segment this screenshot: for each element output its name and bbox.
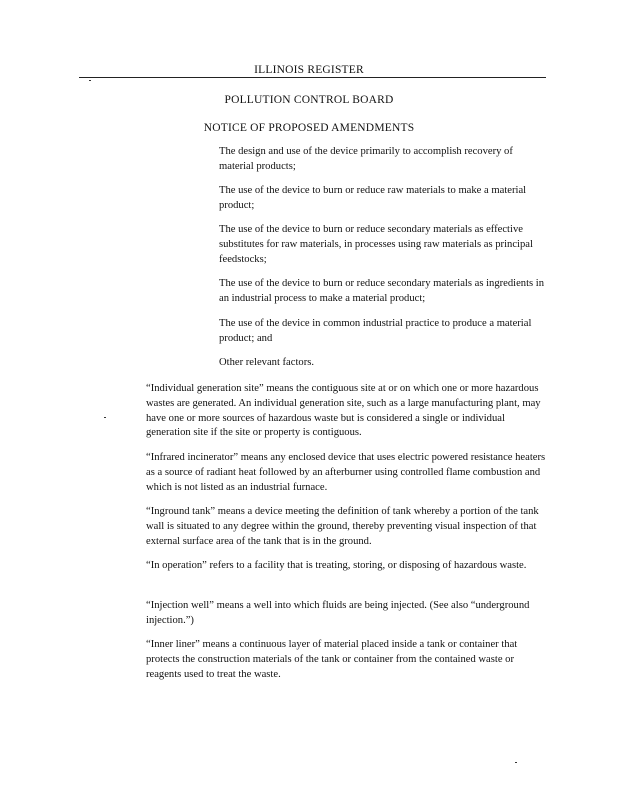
notice-title: NOTICE OF PROPOSED AMENDMENTS: [203, 122, 415, 134]
definition-paragraph: “In operation” refers to a facility that is treating, storing, or disposing of hazardous waste.: [146, 560, 527, 571]
definition-paragraph: “Individual generation site” means the contiguous site at or on which one or more hazardous wastes are generated. An individual generation site, such as a large manufacturing plant, may have one or more sources of hazardous waste but is considered a single or individual generation site if the site or property is contiguous.: [146, 383, 541, 439]
definition-paragraph: “Inground tank” means a device meeting the definition of tank whereby a portion of the tank wall is situated to any degree within the ground, thereby preventing visual inspection of that external surface area of the tank that is in the ground.: [146, 506, 539, 547]
definition-paragraph: “Infrared incinerator” means any enclosed device that uses electric powered resistance heaters as a source of radiant heat followed by an afterburner using controlled flame combustion and which is not listed as an industrial furnace.: [146, 452, 546, 493]
criteria-item: The use of the device in common industrial practice to produce a material product; and: [219, 318, 532, 344]
criteria-item: The use of the device to burn or reduce secondary materials as ingredients in an industrial process to make a material product;: [219, 278, 545, 304]
criteria-item: The use of the device to burn or reduce secondary materials as effective substitutes for raw materials, in processes using raw materials as principal feedstocks;: [219, 224, 533, 265]
header-rule: [79, 77, 546, 78]
register-title: ILLINOIS REGISTER: [254, 64, 364, 76]
criteria-item: The design and use of the device primarily to accomplish recovery of material products;: [219, 146, 513, 172]
scan-speck: [104, 417, 106, 418]
criteria-item: The use of the device to burn or reduce raw materials to make a material product;: [219, 185, 527, 211]
board-title: POLLUTION CONTROL BOARD: [224, 94, 394, 106]
definition-paragraph: “Inner liner” means a continuous layer of material placed inside a tank or container that protects the construction materials of the tank or container from the contained waste or reagents used to treat the waste.: [146, 639, 518, 680]
criteria-item: Other relevant factors.: [219, 357, 315, 368]
definition-paragraph: “Injection well” means a well into which fluids are being injected. (See also “underground injection.”): [146, 600, 530, 626]
scan-speck: [89, 80, 91, 81]
scan-speck: [515, 762, 517, 763]
